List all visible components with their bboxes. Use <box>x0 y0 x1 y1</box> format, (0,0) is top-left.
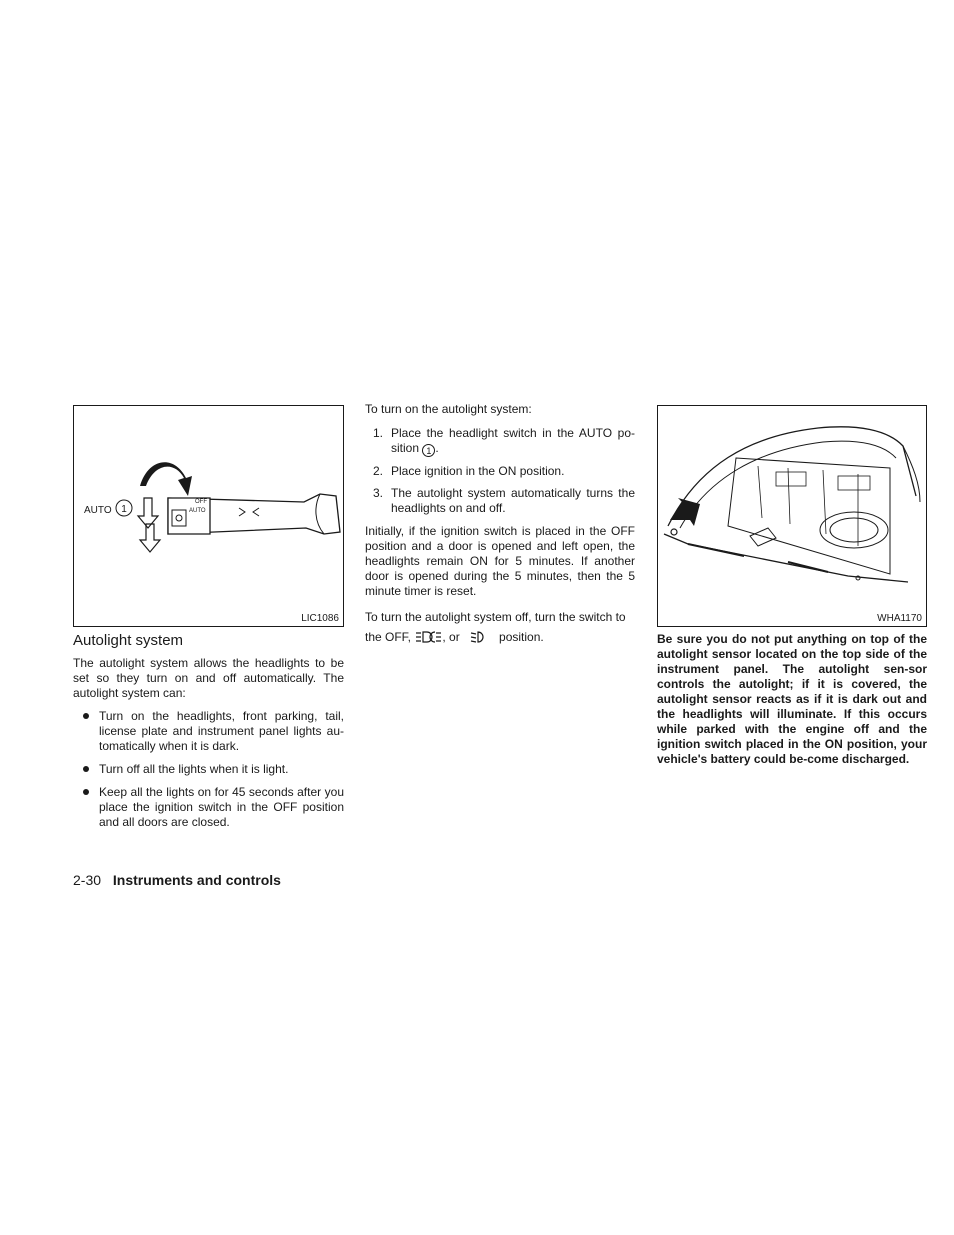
list-item: 1. Place the headlight switch in the AUTO po-sition 1 . <box>373 426 635 456</box>
list-item: Turn off all the lights when it is light. <box>73 762 344 777</box>
page-number: 2-30 <box>73 872 102 888</box>
chapter-title: Instruments and controls <box>112 872 281 888</box>
dashboard-illustration <box>658 406 928 628</box>
list-item: 3. The autolight system automatically turns the headlights on and off. <box>373 486 635 515</box>
section-title: Autolight system <box>73 632 184 649</box>
figure-code: WHA1170 <box>877 613 922 624</box>
list-item: 2. Place ignition in the ON position. <box>373 464 565 478</box>
list-item: Keep all the lights on for 45 seconds after you place the ignition switch in the OFF position and all doors are closed. <box>73 785 344 830</box>
switch-label-auto: AUTO <box>189 508 206 514</box>
initially-paragraph: Initially, if the ignition switch is placed in the OFF position and a door is opened and left open, the headlights remain ON for 5 minutes. If another door is opened during the 5 minutes, then the 5 minute timer is reset. <box>365 524 635 598</box>
bullet-icon <box>83 766 89 772</box>
turn-off-paragraph: To turn the autolight system off, turn the switch to the OFF, , or position. <box>365 610 626 644</box>
intro-paragraph: The autolight system allows the headlights to be set so they turn on and off automatically. The autolight system can: <box>73 656 344 700</box>
callout-icon: 1 <box>422 444 435 457</box>
sensor-location-figure <box>657 405 927 627</box>
capability-list <box>73 709 344 830</box>
list-item: Turn on the headlights, front parking, tail, license plate and instrument panel lights au-tomatically when it is dark. <box>73 709 344 754</box>
turn-on-steps <box>365 426 635 516</box>
headlight-icon <box>469 630 485 644</box>
warning-text: Be sure you do not put anything on top of the autolight sensor located on the top side of the instrument panel. The autolight sen-sor controls the autolight; if it is covered, the autolight sensor reacts as if it is dark out and the headlights will illuminate. If this occurs while parked with the engine off and the ignition switch placed in the ON position, your vehicle's battery could be-come discharged. <box>657 632 927 766</box>
bullet-icon <box>83 713 89 719</box>
bullet-icon <box>83 789 89 795</box>
page-footer <box>73 872 281 888</box>
switch-label-off: OFF <box>195 499 207 505</box>
middle-column <box>365 402 635 655</box>
headlight-switch-illustration <box>74 406 345 628</box>
headlight-switch-figure <box>73 405 344 627</box>
callout-number: 1 <box>121 504 127 515</box>
left-column <box>73 656 344 838</box>
auto-label: AUTO <box>84 505 112 516</box>
turn-on-heading: To turn on the autolight system: <box>365 402 532 416</box>
parking-light-icon <box>414 630 442 644</box>
figure-code: LIC1086 <box>301 613 339 624</box>
